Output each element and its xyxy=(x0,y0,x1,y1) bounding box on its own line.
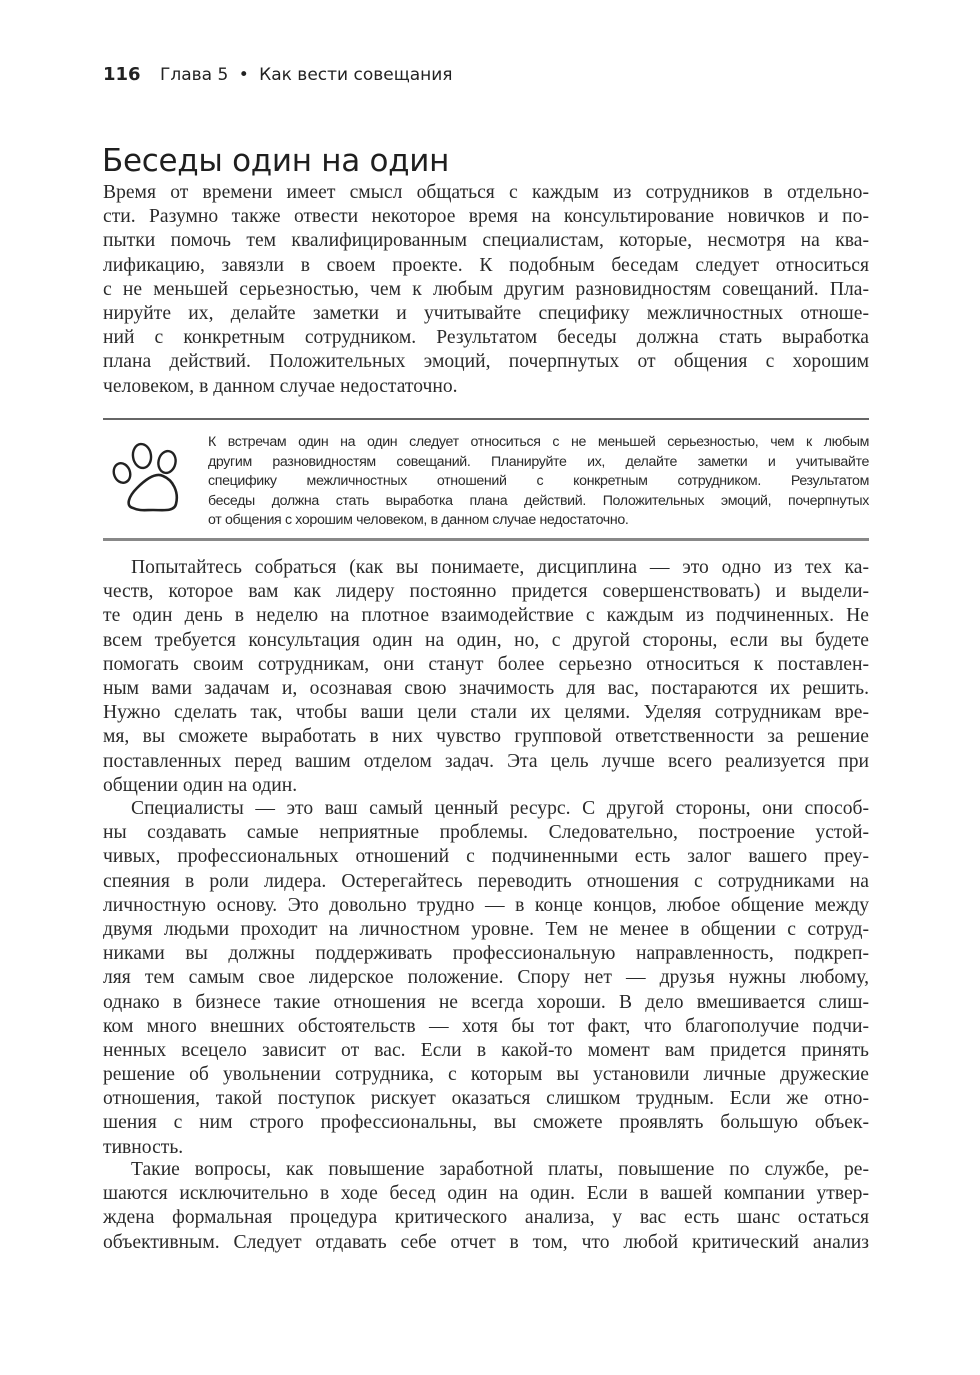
text-line: те один день в неделю на плотное взаимодействие с каждым из подчиненных. Не xyxy=(103,605,869,627)
text-line: Время от времени имеет смысл общаться с каждым из сотрудников в отдельно- xyxy=(103,182,869,203)
text-line: ным вами задачам и, осознавая свою значимость для вас, постараются их решить. xyxy=(103,677,869,699)
page-number: 116 xyxy=(103,64,141,85)
text-line: мя, вы сможете выработать в них чувство групповой ответственности за решение xyxy=(103,726,869,748)
paragraph xyxy=(103,181,869,399)
text-line: спеяния в роли лидера. Остерегайтесь переводить отношения с сотрудниками на xyxy=(103,870,869,892)
text-line: честв, которое вам как лидеру постоянно придется совершенствовать) и выдели- xyxy=(103,581,869,603)
running-head xyxy=(103,64,453,85)
text-line: решение об увольнении сотрудника, с которым вы установили личные дружеские xyxy=(103,1064,869,1086)
text-line: лификацию, завязли в своем проекте. К подобным беседам следует относиться xyxy=(103,254,869,276)
tip-line: от общения с хорошим человеком, в данном случае недостаточно. xyxy=(208,512,629,529)
text-line: личностную основу. Это довольно трудно — в конце концов, любое общение между xyxy=(103,894,869,916)
text-line: Такие вопросы, как повышение заработной платы, повышение по службе, ре- xyxy=(131,1159,869,1180)
text-line: ны создавать самые неприятные проблемы. Следовательно, построение устой- xyxy=(103,822,869,844)
text-line: ляя тем самым свое лидерское положение. Спору нет — друзья нужны любому, xyxy=(103,967,869,989)
text-line: никами вы должны поддерживать профессиональную направленность, подкреп- xyxy=(103,943,869,965)
paragraph xyxy=(103,1158,869,1255)
section-title: Беседы один на один xyxy=(102,142,450,179)
text-line: тивность. xyxy=(103,1136,184,1158)
text-line: объективным. Следует отдавать себе отчет в том, что любой критический анализ xyxy=(103,1231,869,1253)
chapter-title: Как вести совещания xyxy=(259,65,453,85)
text-line: Специалисты — это ваш самый ценный ресурс. С другой стороны, они способ- xyxy=(131,798,869,819)
text-line: всем требуется консультация один на один, но, с другой стороны, если вы будете xyxy=(103,629,869,651)
text-line: шения с ним строго профессиональны, вы сможете проявлять большую объек- xyxy=(103,1112,869,1134)
text-line: Попытайтесь собраться (как вы понимаете, дисциплина — это одно из тех ка- xyxy=(131,557,869,578)
text-line: ненных всецело зависит от вас. Если в какой-то момент вам придется принять xyxy=(103,1039,869,1061)
text-line: шаются исключительно в ходе бесед один на один. Если в вашей компании утвер- xyxy=(103,1183,869,1205)
tip-line: беседы должна стать выработка плана действий. Положительных эмоций, почерпнутых xyxy=(208,492,869,509)
text-line: ждена формальная процедура критического анализа, у вас есть шанс остаться xyxy=(103,1207,869,1229)
tip-box xyxy=(103,418,869,541)
text-line: ний с конкретным сотрудником. Результатом беседы должна стать выработка xyxy=(103,327,869,349)
header-separator: • xyxy=(238,65,249,85)
tip-text xyxy=(208,433,869,531)
paragraph xyxy=(103,556,869,798)
text-line: ком много внешних обстоятельств — хотя бы тот факт, что благополучие подчи- xyxy=(103,1015,869,1037)
tip-line: другим разновидностям совещаний. Планируйте их, делайте заметки и учитывайте xyxy=(208,453,869,470)
text-line: однако в бизнесе такие отношения не всегда хороши. В дело вмешивается слиш- xyxy=(103,991,869,1013)
text-line: помогать своим сотрудникам, они станут более серьезно относиться к поставлен- xyxy=(103,653,869,675)
text-line: отношения, такой поступок рискует оказаться слишком трудным. Если же отно- xyxy=(103,1088,869,1110)
text-line: нируйте их, делайте заметки и учитывайте специфику межличностных отноше- xyxy=(103,302,869,324)
text-line: плана действий. Положительных эмоций, почерпнутых от общения с хорошим xyxy=(103,351,869,373)
paragraph xyxy=(103,797,869,1160)
paw-print-icon xyxy=(107,440,189,518)
tip-line: специфику межличностных отношений с конкретным сотрудником. Результатом xyxy=(208,473,869,490)
text-line: с не меньшей серьезностью, чем к любым другим разновидностям совещаний. Пла- xyxy=(103,278,869,300)
text-line: поставленных перед вашим отделом задач. Эта цель лучше всего реализуется при xyxy=(103,750,869,772)
text-line: общении один на один. xyxy=(103,774,298,796)
text-line: двумя людьми проходит на личностном уровне. Тем не менее в общении с сотруд- xyxy=(103,918,869,940)
text-line: чивых, профессиональных отношений с подчиненными есть залог вашего преу- xyxy=(103,846,869,868)
chapter-label: Глава 5 xyxy=(159,65,229,85)
text-line: Нужно сделать так, чтобы ваши цели стали их целями. Уделяя сотрудникам вре- xyxy=(103,702,869,724)
tip-line: К встречам один на один следует относиться с не меньшей серьезностью, чем к любым xyxy=(208,434,869,450)
text-line: пытки помочь тем квалифицированным специалистам, которые, несмотря на ква- xyxy=(103,230,869,252)
text-line: сти. Разумно также отвести некоторое время на консультирование новичков и по- xyxy=(103,206,869,228)
text-line: человеком, в данном случае недостаточно. xyxy=(103,375,458,397)
